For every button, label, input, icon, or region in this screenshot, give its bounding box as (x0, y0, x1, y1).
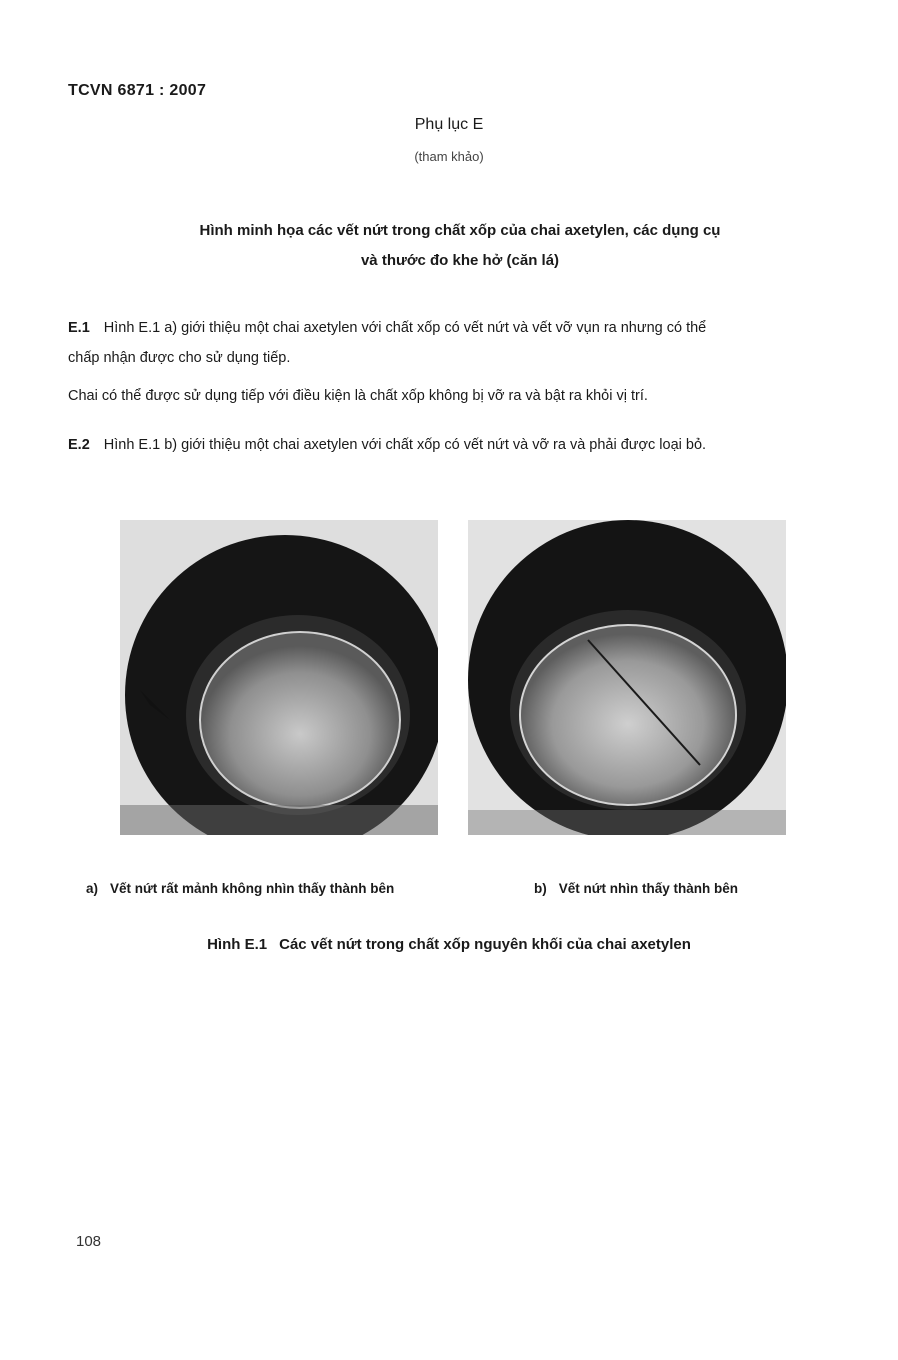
figure-a-caption-label: a) (86, 881, 99, 896)
page-number: 108 (76, 1233, 102, 1250)
figure-title-number: Hình E.1 (207, 936, 268, 953)
paragraph-e1-label: E.1 (68, 320, 90, 336)
figure-a-caption (86, 881, 394, 896)
paragraph-e1-text-line1: Hình E.1 a) giới thiệu một chai axetylen với chất xốp có vết nứt và vết vỡ vụn ra nhưng có thể (103, 320, 707, 336)
paragraph-e1-text-line2: chấp nhận được cho sử dụng tiếp. (68, 350, 291, 366)
figure-a-photo (120, 520, 438, 835)
figure-a-caption-text: Vết nứt rất mảnh không nhìn thấy thành bên (110, 881, 395, 896)
figure-b-caption (534, 881, 738, 896)
figure-title-text: Các vết nứt trong chất xốp nguyên khối của chai axetylen (279, 936, 691, 953)
paragraph-e1-note: Chai có thể được sử dụng tiếp với điều kiện là chất xốp không bị vỡ ra và bật ra khỏi vị trí. (68, 388, 648, 404)
paragraph-e2-label: E.2 (68, 437, 90, 453)
paragraph-e2 (68, 430, 848, 460)
figure-b-photo (468, 520, 786, 835)
figure-title (0, 936, 898, 953)
annex-subtitle: (tham khảo) (414, 149, 484, 164)
paragraph-e1 (68, 313, 848, 373)
figure-b-caption-label: b) (534, 881, 547, 896)
figure-b-caption-text: Vết nứt nhìn thấy thành bên (558, 881, 739, 896)
annex-heading (100, 216, 820, 276)
annex-heading-line1: Hình minh họa các vết nứt trong chất xốp của chai axetylen, các dụng cụ (199, 222, 721, 239)
paragraph-e2-text: Hình E.1 b) giới thiệu một chai axetylen với chất xốp có vết nứt và vỡ ra và phải được loại bỏ. (103, 437, 707, 453)
annex-heading-line2: và thước đo khe hở (căn lá) (360, 252, 560, 269)
standard-code: TCVN 6871 : 2007 (68, 82, 207, 99)
annex-title: Phụ lục E (414, 116, 484, 133)
